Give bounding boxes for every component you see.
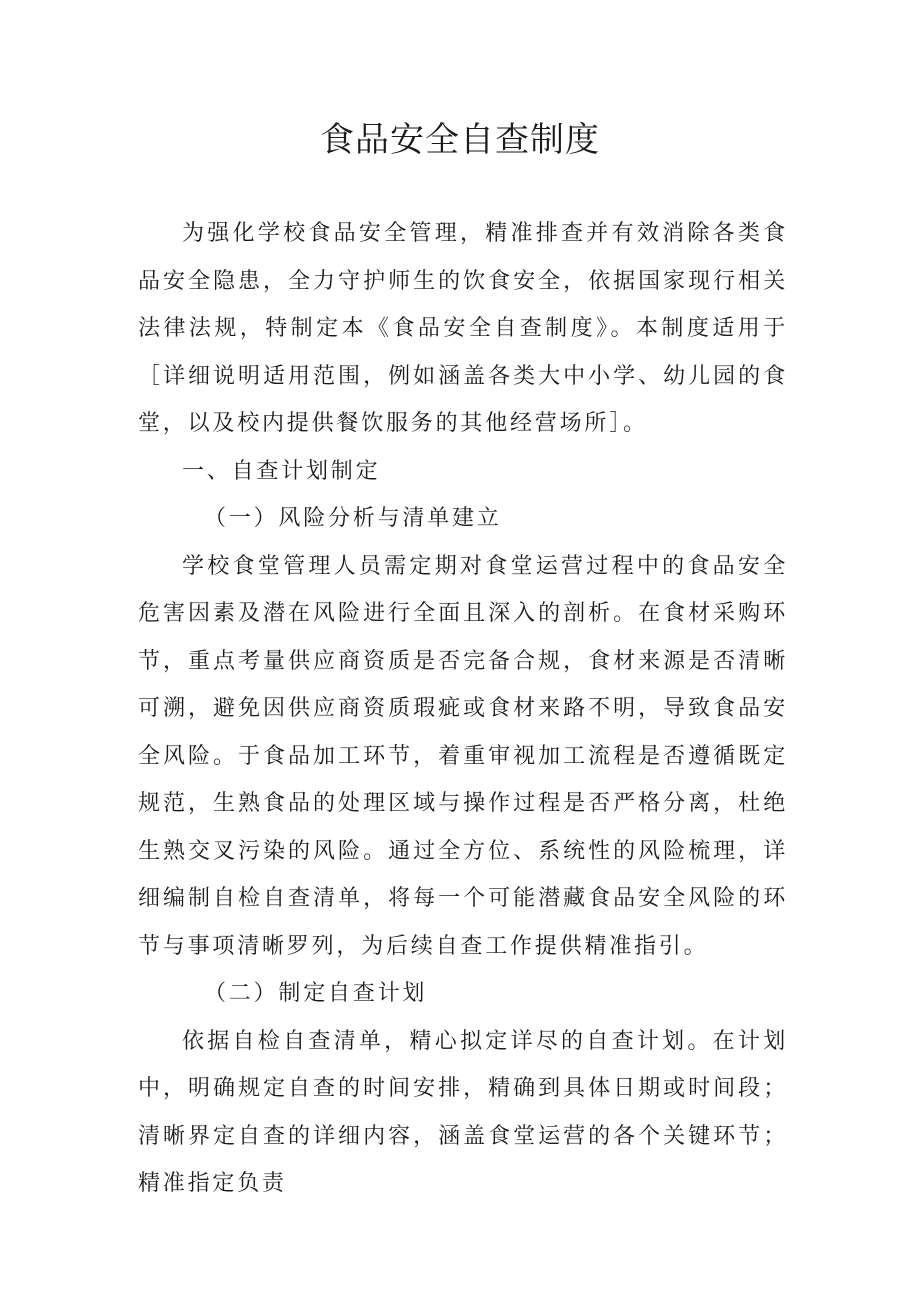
subsection-2-paragraph: 依据自检自查清单，精心拟定详尽的自查计划。在计划中，明确规定自查的时间安排，精确到具体日期或时间段；清晰界定自查的详细内容，涵盖食堂运营的各个关键环节；精准指定负责 — [138, 1028, 788, 1196]
section-1-heading: 一、自查计划制定 — [182, 458, 381, 484]
subsection-2-heading: （二）制定自查计划 — [204, 981, 428, 1006]
intro-paragraph: 为强化学校食品安全管理，精准排查并有效消除各类食品安全隐患，全力守护师生的饮食安全，依据国家现行相关法律法规，特制定本《食品安全自查制度》。本制度适用于［详细说明适用范围，例如涵盖各类大中小学、幼儿园的食堂，以及校内提供餐饮服务的其他经营场所］。 — [138, 221, 788, 436]
document-title: 食品安全自查制度 — [320, 120, 600, 160]
subsection-1-paragraph: 学校食堂管理人员需定期对食堂运营过程中的食品安全危害因素及潜在风险进行全面且深入的剖析。在食材采购环节，重点考量供应商资质是否完备合规，食材来源是否清晰可溯，避免因供应商资质瑕疵或食材来路不明，导致食品安全风险。于食品加工环节，着重审视加工流程是否遵循既定规范，生熟食品的处理区域与操作过程是否严格分离，杜绝生熟交叉污染的风险。通过全方位、系统性的风险梳理，详细编制自检自查清单，将每一个可能潜藏食品安全风险的环节与事项清晰罗列，为后续自查工作提供精准指引。 — [138, 553, 788, 959]
subsection-1-heading: （一）风险分析与清单建立 — [204, 506, 502, 531]
document-body — [138, 210, 788, 1208]
